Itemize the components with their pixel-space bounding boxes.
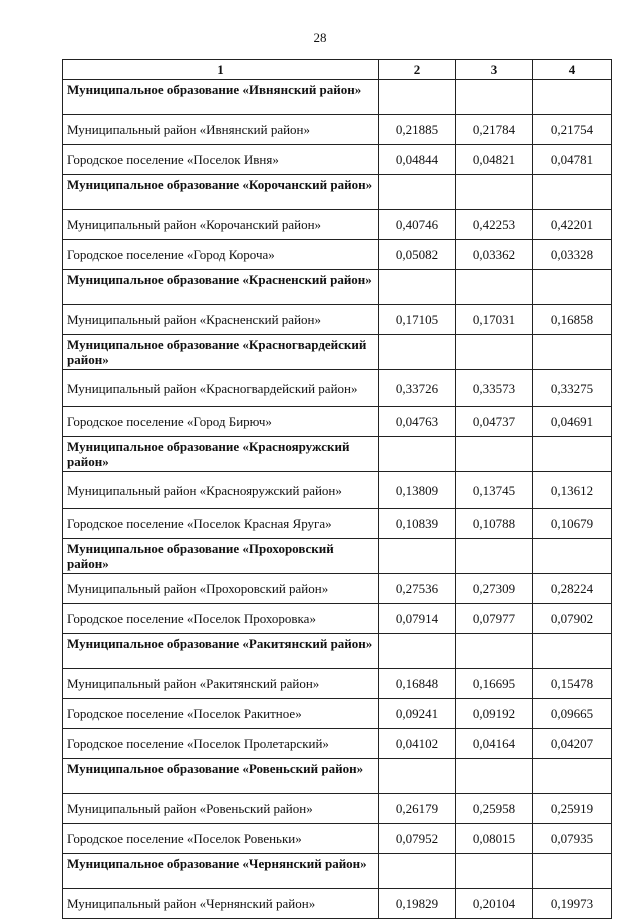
value-col-3: 0,27309 xyxy=(456,574,533,604)
table-row xyxy=(63,407,612,437)
entity-name: Городское поселение «Поселок Ровеньки» xyxy=(63,824,379,854)
municipality-name: Муниципальное образование «Краснояружский район» xyxy=(63,437,379,472)
empty-cell xyxy=(456,539,533,574)
empty-cell xyxy=(533,539,612,574)
table-body xyxy=(63,80,612,919)
table-header-row xyxy=(63,60,612,80)
group-header-row xyxy=(63,854,612,889)
value-col-3: 0,25958 xyxy=(456,794,533,824)
empty-cell xyxy=(456,80,533,115)
value-col-4: 0,25919 xyxy=(533,794,612,824)
municipality-name: Муниципальное образование «Ивнянский район» xyxy=(63,80,379,115)
value-col-4: 0,42201 xyxy=(533,210,612,240)
page-number: 28 xyxy=(313,30,327,45)
column-header-3: 3 xyxy=(456,60,533,80)
value-col-2: 0,13809 xyxy=(379,472,456,509)
table-row xyxy=(63,669,612,699)
value-col-2: 0,09241 xyxy=(379,699,456,729)
empty-cell xyxy=(379,80,456,115)
table-row xyxy=(63,210,612,240)
table-row xyxy=(63,729,612,759)
value-col-2: 0,26179 xyxy=(379,794,456,824)
column-header-4: 4 xyxy=(533,60,612,80)
municipality-name: Муниципальное образование «Красненский район» xyxy=(63,270,379,305)
empty-cell xyxy=(456,437,533,472)
table-row xyxy=(63,240,612,270)
value-col-3: 0,09192 xyxy=(456,699,533,729)
municipality-name: Муниципальное образование «Ровеньский район» xyxy=(63,759,379,794)
entity-name: Городское поселение «Поселок Пролетарский» xyxy=(63,729,379,759)
table-row xyxy=(63,824,612,854)
value-col-4: 0,07935 xyxy=(533,824,612,854)
empty-cell xyxy=(379,634,456,669)
value-col-3: 0,04821 xyxy=(456,145,533,175)
value-col-2: 0,10839 xyxy=(379,509,456,539)
table-row xyxy=(63,370,612,407)
value-col-4: 0,10679 xyxy=(533,509,612,539)
empty-cell xyxy=(379,759,456,794)
empty-cell xyxy=(533,80,612,115)
value-col-2: 0,04844 xyxy=(379,145,456,175)
value-col-4: 0,03328 xyxy=(533,240,612,270)
empty-cell xyxy=(533,437,612,472)
municipality-name: Муниципальное образование «Чернянский район» xyxy=(63,854,379,889)
entity-name: Муниципальный район «Красногвардейский район» xyxy=(63,370,379,407)
table-row xyxy=(63,699,612,729)
empty-cell xyxy=(379,175,456,210)
empty-cell xyxy=(379,335,456,370)
value-col-3: 0,21784 xyxy=(456,115,533,145)
municipality-name: Муниципальное образование «Красногвардейский район» xyxy=(63,335,379,370)
value-col-4: 0,16858 xyxy=(533,305,612,335)
table-row xyxy=(63,574,612,604)
value-col-2: 0,17105 xyxy=(379,305,456,335)
empty-cell xyxy=(533,854,612,889)
empty-cell xyxy=(379,854,456,889)
group-header-row xyxy=(63,335,612,370)
value-col-4: 0,04781 xyxy=(533,145,612,175)
empty-cell xyxy=(456,634,533,669)
value-col-2: 0,21885 xyxy=(379,115,456,145)
value-col-4: 0,33275 xyxy=(533,370,612,407)
table-row xyxy=(63,115,612,145)
value-col-2: 0,16848 xyxy=(379,669,456,699)
empty-cell xyxy=(456,759,533,794)
entity-name: Городское поселение «Поселок Ракитное» xyxy=(63,699,379,729)
value-col-3: 0,07977 xyxy=(456,604,533,634)
empty-cell xyxy=(379,270,456,305)
entity-name: Городское поселение «Город Короча» xyxy=(63,240,379,270)
empty-cell xyxy=(456,175,533,210)
entity-name: Муниципальный район «Краснояружский район» xyxy=(63,472,379,509)
entity-name: Городское поселение «Поселок Красная Яруга» xyxy=(63,509,379,539)
value-col-3: 0,08015 xyxy=(456,824,533,854)
value-col-2: 0,05082 xyxy=(379,240,456,270)
empty-cell xyxy=(456,270,533,305)
entity-name: Муниципальный район «Ракитянский район» xyxy=(63,669,379,699)
table-row xyxy=(63,604,612,634)
entity-name: Муниципальный район «Корочанский район» xyxy=(63,210,379,240)
value-col-2: 0,04763 xyxy=(379,407,456,437)
value-col-4: 0,19973 xyxy=(533,889,612,919)
table-row xyxy=(63,472,612,509)
value-col-4: 0,15478 xyxy=(533,669,612,699)
empty-cell xyxy=(456,854,533,889)
value-col-3: 0,20104 xyxy=(456,889,533,919)
value-col-4: 0,21754 xyxy=(533,115,612,145)
empty-cell xyxy=(533,634,612,669)
table-row xyxy=(63,305,612,335)
value-col-4: 0,13612 xyxy=(533,472,612,509)
value-col-3: 0,17031 xyxy=(456,305,533,335)
table-row xyxy=(63,889,612,919)
value-col-3: 0,16695 xyxy=(456,669,533,699)
entity-name: Муниципальный район «Ивнянский район» xyxy=(63,115,379,145)
entity-name: Городское поселение «Поселок Ивня» xyxy=(63,145,379,175)
value-col-2: 0,33726 xyxy=(379,370,456,407)
entity-name: Городское поселение «Город Бирюч» xyxy=(63,407,379,437)
column-header-2: 2 xyxy=(379,60,456,80)
value-col-2: 0,27536 xyxy=(379,574,456,604)
value-col-4: 0,07902 xyxy=(533,604,612,634)
group-header-row xyxy=(63,634,612,669)
value-col-2: 0,19829 xyxy=(379,889,456,919)
value-col-3: 0,42253 xyxy=(456,210,533,240)
entity-name: Муниципальный район «Чернянский район» xyxy=(63,889,379,919)
value-col-2: 0,07914 xyxy=(379,604,456,634)
group-header-row xyxy=(63,539,612,574)
entity-name: Городское поселение «Поселок Прохоровка» xyxy=(63,604,379,634)
empty-cell xyxy=(379,437,456,472)
value-col-4: 0,09665 xyxy=(533,699,612,729)
group-header-row xyxy=(63,437,612,472)
group-header-row xyxy=(63,175,612,210)
group-header-row xyxy=(63,270,612,305)
empty-cell xyxy=(456,335,533,370)
municipality-name: Муниципальное образование «Корочанский район» xyxy=(63,175,379,210)
value-col-3: 0,33573 xyxy=(456,370,533,407)
value-col-3: 0,04164 xyxy=(456,729,533,759)
value-col-4: 0,28224 xyxy=(533,574,612,604)
empty-cell xyxy=(379,539,456,574)
value-col-3: 0,04737 xyxy=(456,407,533,437)
empty-cell xyxy=(533,175,612,210)
municipality-name: Муниципальное образование «Прохоровский район» xyxy=(63,539,379,574)
municipality-name: Муниципальное образование «Ракитянский район» xyxy=(63,634,379,669)
value-col-3: 0,13745 xyxy=(456,472,533,509)
value-col-3: 0,03362 xyxy=(456,240,533,270)
group-header-row xyxy=(63,759,612,794)
value-col-2: 0,04102 xyxy=(379,729,456,759)
value-col-4: 0,04691 xyxy=(533,407,612,437)
empty-cell xyxy=(533,759,612,794)
entity-name: Муниципальный район «Прохоровский район» xyxy=(63,574,379,604)
entity-name: Муниципальный район «Красненский район» xyxy=(63,305,379,335)
table-row xyxy=(63,794,612,824)
data-table xyxy=(62,59,612,919)
value-col-2: 0,07952 xyxy=(379,824,456,854)
table-row xyxy=(63,509,612,539)
value-col-2: 0,40746 xyxy=(379,210,456,240)
column-header-1: 1 xyxy=(63,60,379,80)
empty-cell xyxy=(533,335,612,370)
empty-cell xyxy=(533,270,612,305)
entity-name: Муниципальный район «Ровеньский район» xyxy=(63,794,379,824)
group-header-row xyxy=(63,80,612,115)
table-row xyxy=(63,145,612,175)
value-col-4: 0,04207 xyxy=(533,729,612,759)
value-col-3: 0,10788 xyxy=(456,509,533,539)
